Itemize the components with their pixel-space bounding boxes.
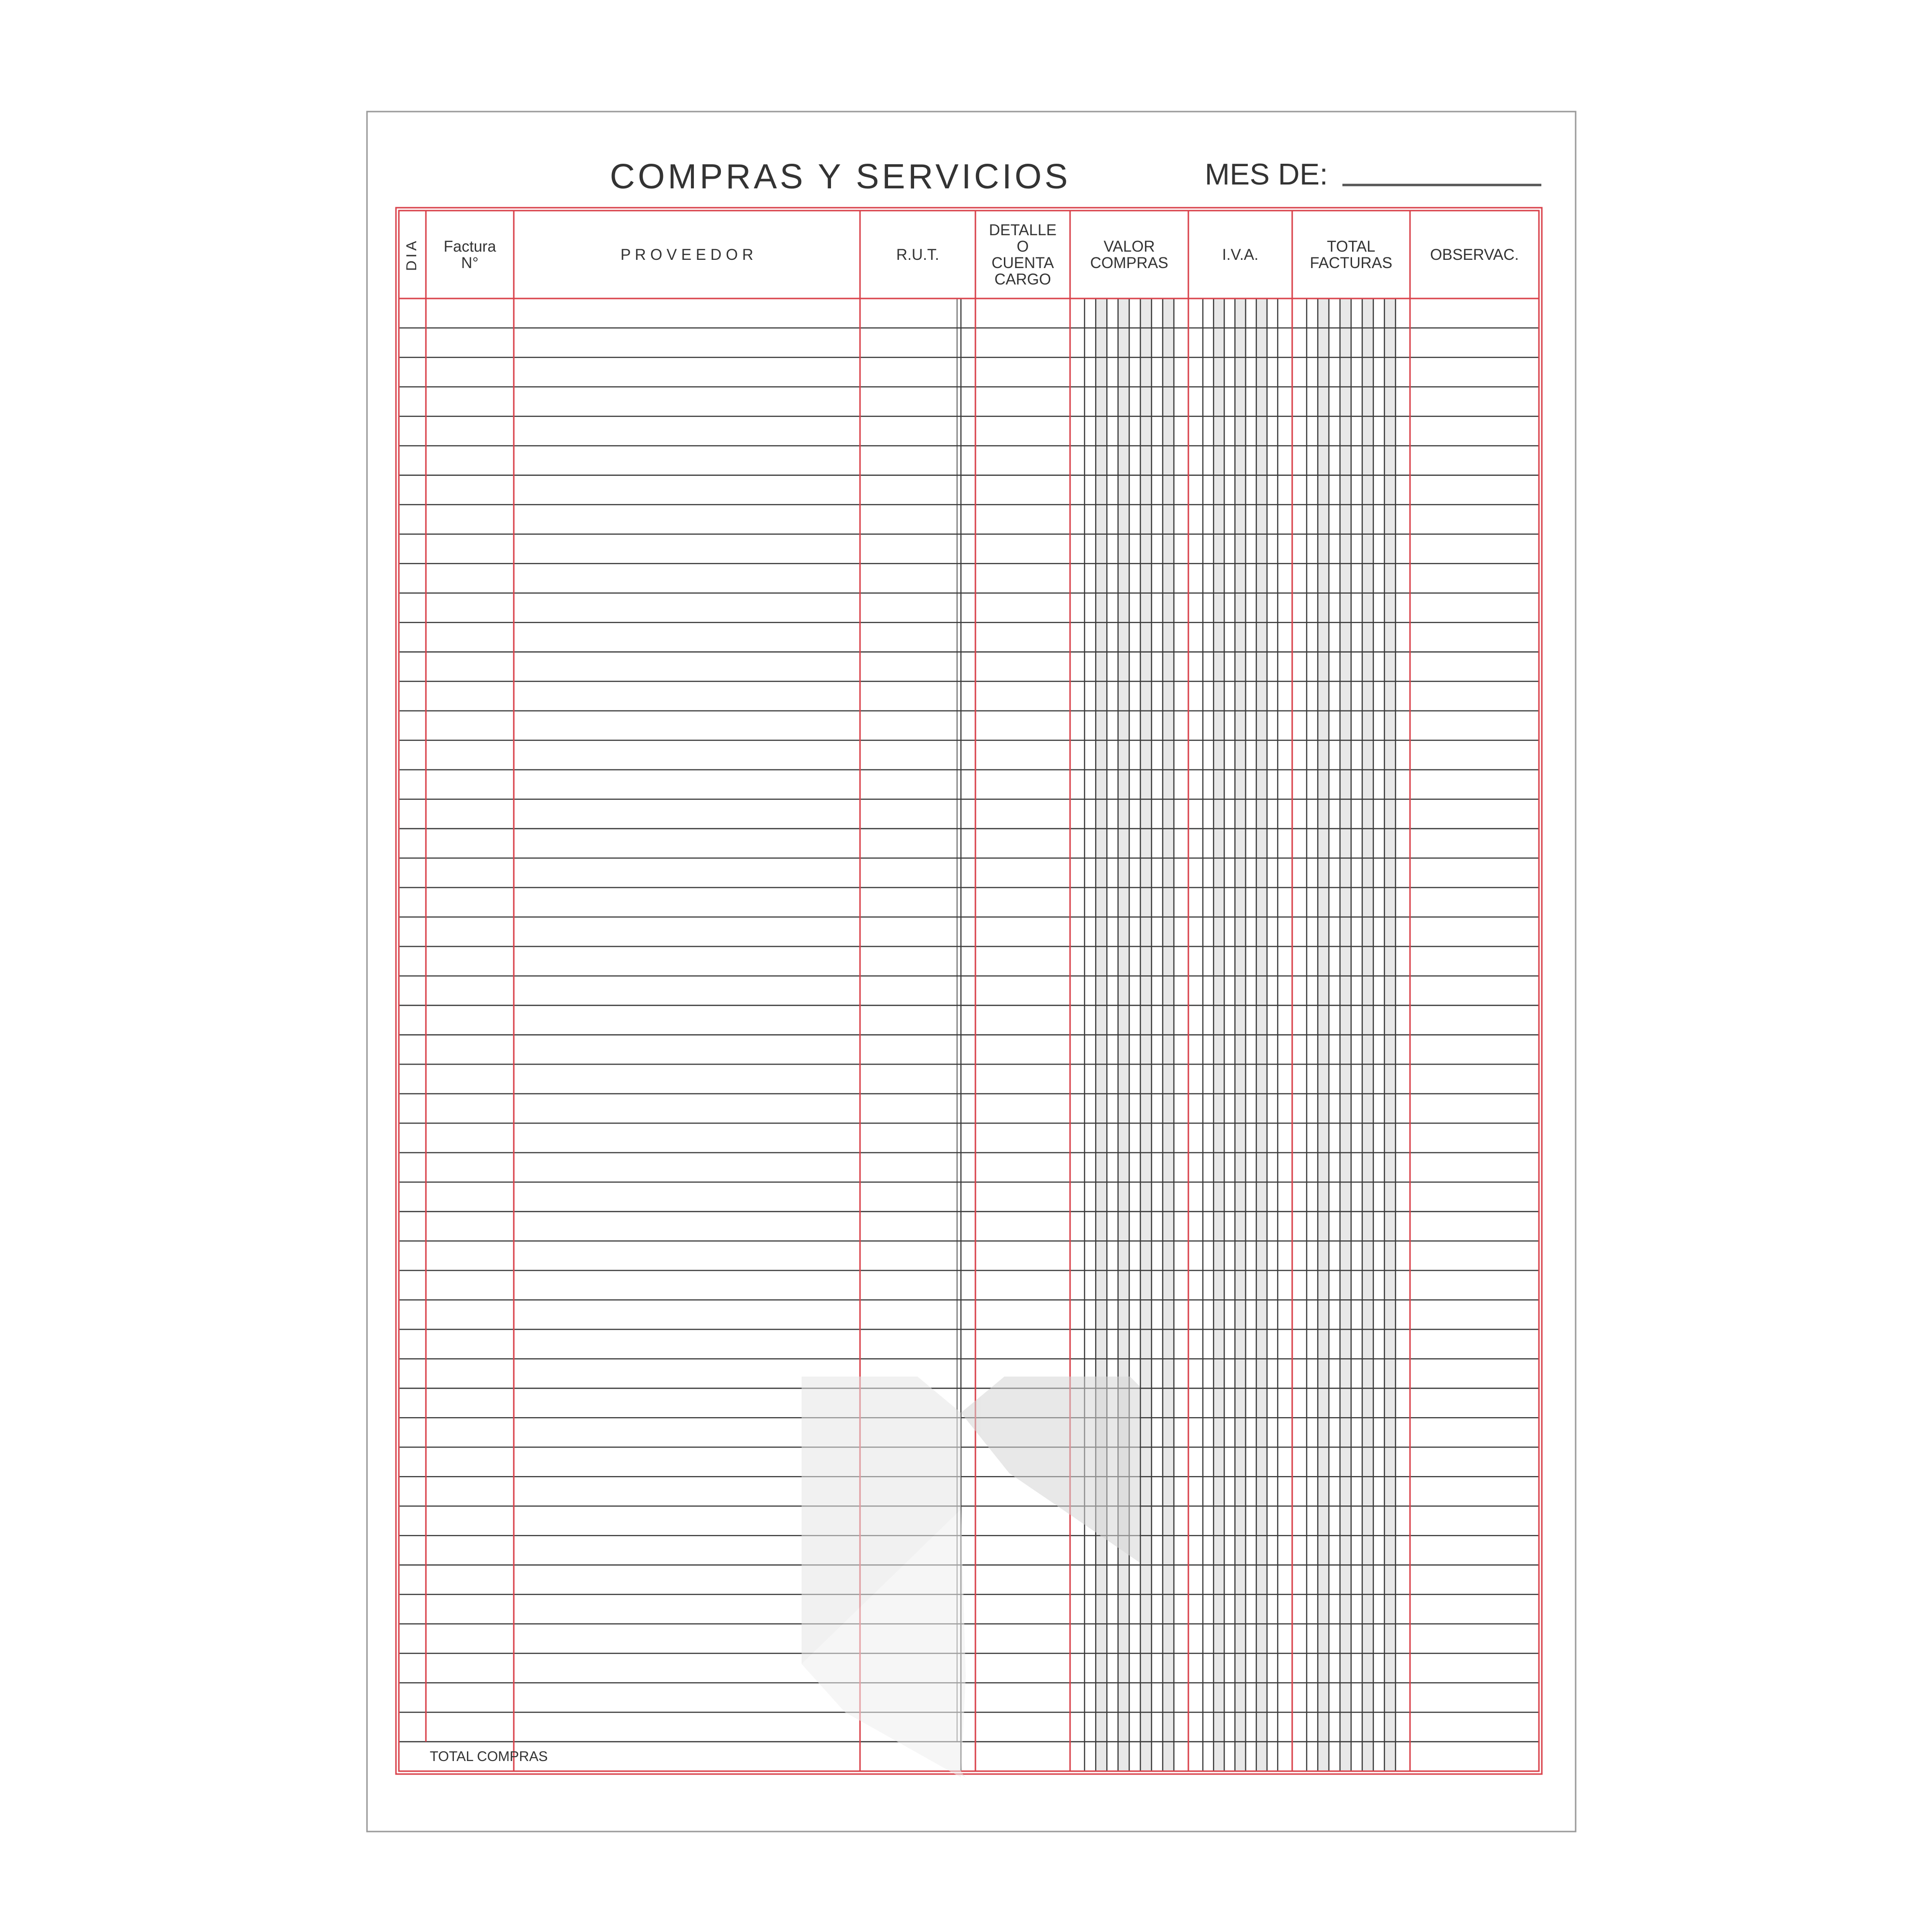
- header-factura: Factura N°: [443, 238, 496, 271]
- header-rut: R.U.T.: [896, 246, 939, 263]
- month-label: MES DE:: [1205, 158, 1328, 191]
- header-dia: DIA: [403, 238, 420, 271]
- header-proveedor: P R O V E E D O R: [620, 246, 754, 263]
- header-valor: VALOR COMPRAS: [1090, 238, 1169, 271]
- form-title: COMPRAS Y SERVICIOS: [609, 157, 1071, 196]
- total-compras-label: TOTAL COMPRAS: [430, 1749, 548, 1764]
- header-iva: I.V.A.: [1222, 246, 1259, 263]
- header-total: TOTAL FACTURAS: [1310, 238, 1393, 271]
- header-detalle: DETALLE O CUENTA CARGO: [989, 221, 1057, 288]
- header-observ: OBSERVAC.: [1430, 246, 1519, 263]
